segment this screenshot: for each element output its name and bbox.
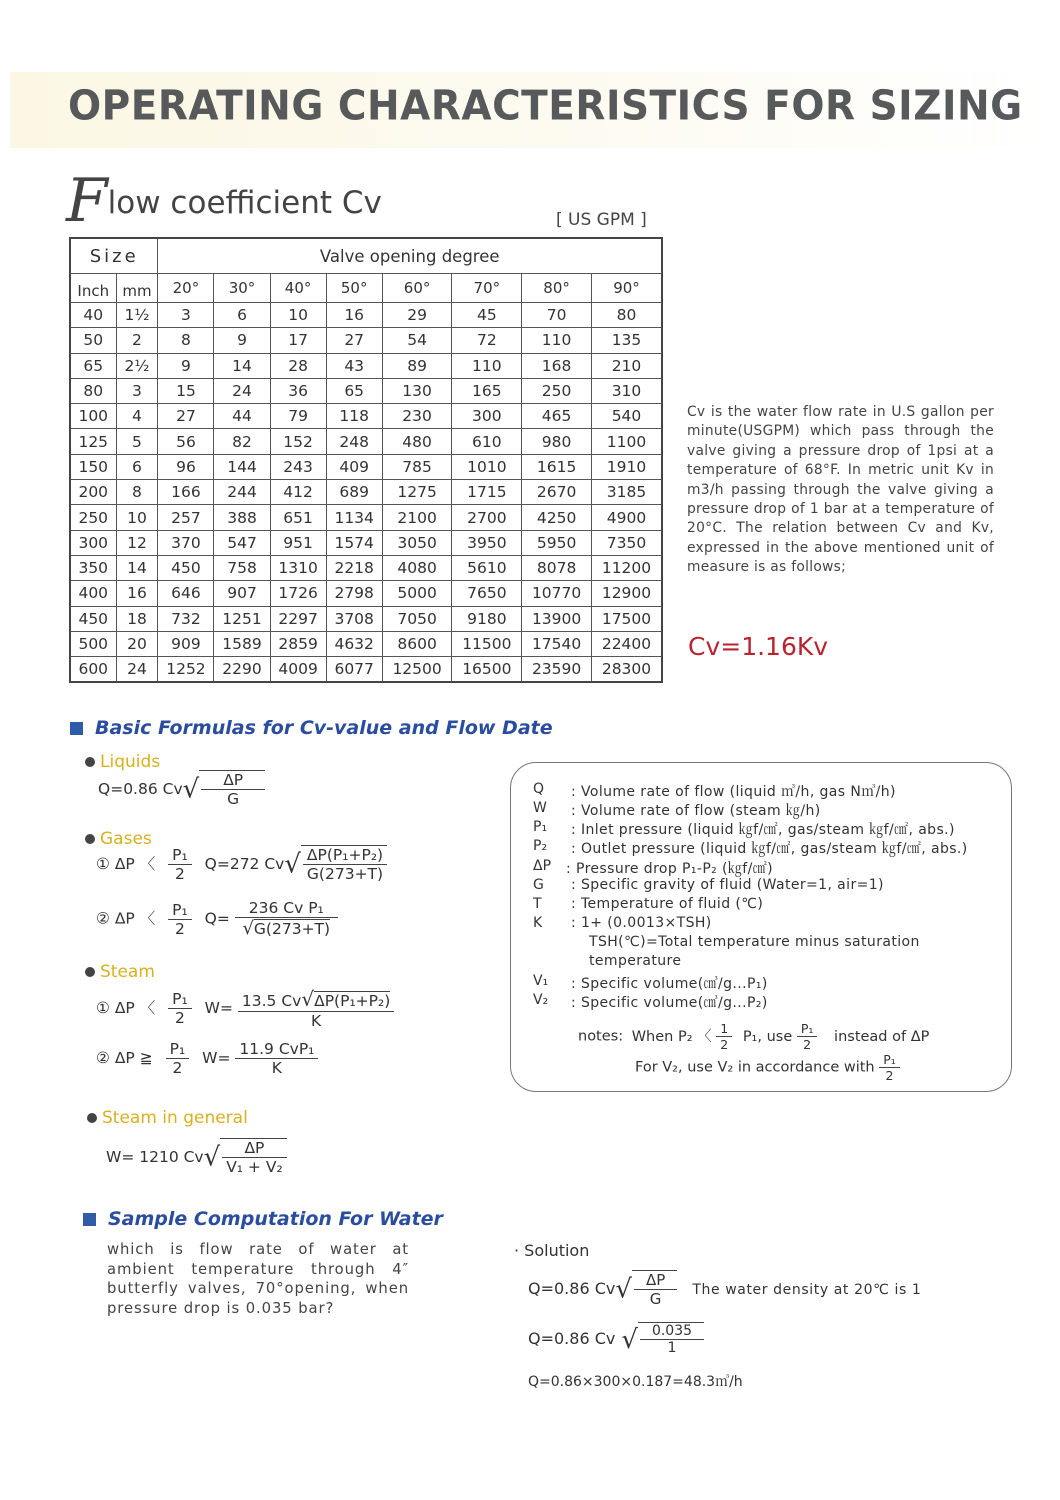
liquids-label — [85, 752, 160, 772]
degree-header: 80° — [522, 274, 592, 303]
cv-value-cell: 257 — [158, 505, 214, 530]
degree-header: 90° — [591, 274, 662, 303]
mm-cell: 6 — [116, 454, 158, 479]
table-row — [70, 530, 662, 555]
cv-value-cell: 56 — [158, 429, 214, 454]
gases-c1-rden: G(273+T) — [306, 865, 384, 883]
cv-value-cell: 5950 — [522, 530, 592, 555]
legend-description: TSH(℃)=Total temperature minus saturation — [589, 934, 920, 950]
cv-value-cell: 1251 — [214, 606, 270, 631]
cv-value-cell: 1910 — [591, 454, 662, 479]
mm-cell: 20 — [116, 631, 158, 656]
mm-cell: 12 — [116, 530, 158, 555]
mm-cell: 16 — [116, 581, 158, 606]
cv-value-cell: 1100 — [591, 429, 662, 454]
cv-value-cell: 244 — [214, 480, 270, 505]
mm-cell: 2½ — [116, 353, 158, 378]
cv-value-cell: 980 — [522, 429, 592, 454]
cv-value-cell: 17 — [270, 328, 326, 353]
cv-value-cell: 168 — [522, 353, 592, 378]
legend-description: : Pressure drop P₁-P₂ (㎏f/㎠) — [566, 861, 774, 877]
mm-cell: 2 — [116, 328, 158, 353]
s2-den: 1 — [667, 1340, 677, 1356]
gases-c1-rnum: ΔP(P₁+P₂) — [303, 846, 387, 865]
cv-value-cell: 7350 — [591, 530, 662, 555]
cv-value-cell: 540 — [591, 404, 662, 429]
cv-value-cell: 8 — [158, 328, 214, 353]
steam-c2-prefix: ② ΔP ≧ — [96, 1049, 153, 1067]
liquids-lhs: Q=0.86 Cv — [98, 780, 183, 798]
legend-symbol: T — [533, 896, 542, 912]
steam-label — [85, 962, 155, 982]
degree-header: 20° — [158, 274, 214, 303]
cv-value-cell: 12500 — [382, 657, 452, 683]
steam-c2-rnum: 11.9 CvP₁ — [235, 1040, 318, 1059]
cv-value-cell: 7650 — [452, 581, 522, 606]
cv-value-cell: 10 — [270, 303, 326, 328]
inch-cell: 80 — [70, 378, 116, 403]
note1-den: 2 — [720, 1037, 729, 1052]
mm-cell: 24 — [116, 657, 158, 683]
legend-symbol: ΔP — [533, 858, 552, 874]
table-row — [70, 404, 662, 429]
cv-value-cell: 370 — [158, 530, 214, 555]
cv-value-cell: 70 — [522, 303, 592, 328]
subtitle-initial: F — [66, 166, 108, 236]
mm-cell: 4 — [116, 404, 158, 429]
table-row — [70, 631, 662, 656]
s1-den: G — [649, 1290, 662, 1308]
cv-value-cell: 6077 — [326, 657, 382, 683]
formulas-heading — [70, 717, 553, 739]
inch-cell: 300 — [70, 530, 116, 555]
s2-num: 0.035 — [640, 1323, 704, 1340]
cv-value-cell: 43 — [326, 353, 382, 378]
gases-c2-prefix: ② ΔP 〈 — [96, 909, 156, 928]
cv-value-cell: 4900 — [591, 505, 662, 530]
degree-header: 60° — [382, 274, 452, 303]
cv-value-cell: 465 — [522, 404, 592, 429]
cv-value-cell: 9 — [214, 328, 270, 353]
cv-value-cell: 450 — [158, 555, 214, 580]
opening-header: Valve opening degree — [158, 238, 662, 274]
cv-value-cell: 118 — [326, 404, 382, 429]
steam-general-formula: W= 1210 Cv√ $\frac{\Delta P}{\text{V₁ + V₂}}$ — [106, 1138, 287, 1176]
notes-label: notes: — [578, 1028, 624, 1045]
cv-value-cell: 1574 — [326, 530, 382, 555]
table-row — [70, 581, 662, 606]
steam-c1-prefix: ① ΔP 〈 — [96, 999, 156, 1017]
cv-value-cell: 651 — [270, 505, 326, 530]
mm-cell: 5 — [116, 429, 158, 454]
sample-question: which is flow rate of water at ambient temperature through 4″ butterfly valves, 70°opening, when pressure drop is 0.035 bar? — [107, 1241, 409, 1318]
gases-c1-den: 2 — [174, 865, 185, 883]
gases-c2-den: 2 — [174, 919, 185, 938]
sample-heading — [83, 1208, 443, 1230]
cv-value-cell: 13900 — [522, 606, 592, 631]
inch-header: Inch — [70, 274, 116, 303]
cv-value-cell: 4632 — [326, 631, 382, 656]
cv-value-cell: 646 — [158, 581, 214, 606]
degree-header: 70° — [452, 274, 522, 303]
cv-value-cell: 72 — [452, 328, 522, 353]
cv-value-cell: 1715 — [452, 480, 522, 505]
steam-general-lhs: W= 1210 Cv — [106, 1148, 204, 1166]
table-row — [70, 328, 662, 353]
cv-value-cell: 243 — [270, 454, 326, 479]
steam-c1-rnum-a: 13.5 Cv — [241, 992, 302, 1010]
cv-value-cell: 409 — [326, 454, 382, 479]
cv-value-cell: 16500 — [452, 657, 522, 683]
cv-value-cell: 2798 — [326, 581, 382, 606]
steam-c2-num: P₁ — [166, 1040, 190, 1059]
cv-value-cell: 135 — [591, 328, 662, 353]
cv-value-cell: 1010 — [452, 454, 522, 479]
gases-formula-2 — [96, 899, 338, 939]
steam-c1-num: P₁ — [168, 990, 192, 1009]
cv-value-cell: 3 — [158, 303, 214, 328]
cv-value-cell: 27 — [326, 328, 382, 353]
steam-c1-rnum: 13.5 Cv√ΔP(P₁+P₂) — [238, 987, 394, 1012]
cv-value-cell: 248 — [326, 429, 382, 454]
square-bullet-icon — [70, 722, 83, 735]
cv-value-cell: 2297 — [270, 606, 326, 631]
unit-label: [ US GPM ] — [556, 210, 647, 230]
size-header: Size — [70, 238, 158, 274]
gases-c2-lhs: Q= — [204, 909, 230, 928]
gases-c2-num: P₁ — [168, 901, 192, 920]
cv-value-cell: 110 — [452, 353, 522, 378]
legend-description: : 1+ (0.0013×TSH) — [571, 915, 712, 931]
subtitle-text: low coefficient Cv — [107, 185, 382, 221]
cv-value-cell: 1615 — [522, 454, 592, 479]
table-row — [70, 378, 662, 403]
mm-cell: 18 — [116, 606, 158, 631]
legend-description: : Volume rate of flow (liquid ㎥/h, gas N㎥/h) — [571, 784, 896, 800]
cv-value-cell: 2670 — [522, 480, 592, 505]
steam-c1-rden: K — [310, 1012, 322, 1030]
cv-value-cell: 3050 — [382, 530, 452, 555]
legend-symbol: V₁ — [533, 973, 549, 989]
degree-header: 30° — [214, 274, 270, 303]
steam-c2-den: 2 — [172, 1059, 183, 1077]
cv-value-cell: 785 — [382, 454, 452, 479]
note1-num: 1 — [716, 1021, 732, 1037]
cv-value-cell: 14 — [214, 353, 270, 378]
square-bullet-icon — [83, 1213, 96, 1226]
solution-step-1: Q=0.86 Cv√ $\frac{\Delta P}{G}$ The water density at 20℃ is 1 — [528, 1271, 922, 1308]
cv-value-cell: 28300 — [591, 657, 662, 683]
cv-value-cell: 65 — [326, 378, 382, 403]
cv-table — [69, 237, 663, 683]
cv-value-cell: 8078 — [522, 555, 592, 580]
table-row — [70, 505, 662, 530]
sample-heading-text: Sample Computation For Water — [108, 1208, 443, 1230]
steam-formula-2 — [96, 1040, 318, 1077]
gases-c1-lhs: Q=272 Cv — [204, 855, 285, 873]
steam-general-label-text: Steam in general — [102, 1108, 248, 1128]
cv-value-cell: 9 — [158, 353, 214, 378]
bullet-dot-icon — [85, 967, 95, 977]
steam-c1-lhs: W= — [204, 999, 233, 1017]
cv-value-cell: 3950 — [452, 530, 522, 555]
cv-value-cell: 165 — [452, 378, 522, 403]
degree-header: 50° — [326, 274, 382, 303]
cv-value-cell: 79 — [270, 404, 326, 429]
section-subtitle — [66, 158, 382, 236]
gases-c2-rden: G(273+T) — [253, 920, 331, 938]
legend-description: : Outlet pressure (liquid ㎏f/㎠, gas/steam ㎏f/㎠, abs.) — [571, 841, 968, 857]
cv-value-cell: 547 — [214, 530, 270, 555]
cv-value-cell: 36 — [270, 378, 326, 403]
cv-value-cell: 45 — [452, 303, 522, 328]
cv-value-cell: 28 — [270, 353, 326, 378]
cv-value-cell: 27 — [158, 404, 214, 429]
table-row — [70, 657, 662, 683]
inch-cell: 250 — [70, 505, 116, 530]
cv-value-cell: 16 — [326, 303, 382, 328]
legend-symbol: W — [533, 800, 547, 816]
cv-value-cell: 1134 — [326, 505, 382, 530]
cv-value-cell: 22400 — [591, 631, 662, 656]
table-row — [70, 606, 662, 631]
cv-value-cell: 4009 — [270, 657, 326, 683]
cv-value-cell: 732 — [158, 606, 214, 631]
cv-value-cell: 1252 — [158, 657, 214, 683]
solution-step-2: Q=0.86 Cv √ $\frac{0.035}{1}$ — [528, 1322, 704, 1356]
gases-c2-rnum: 236 Cv P₁ — [235, 899, 338, 918]
cv-value-cell: 388 — [214, 505, 270, 530]
table-row — [70, 303, 662, 328]
legend-note-1 — [578, 1021, 929, 1052]
cv-value-cell: 1589 — [214, 631, 270, 656]
cv-value-cell: 152 — [270, 429, 326, 454]
legend-symbol: K — [533, 915, 543, 931]
page-title: OPERATING CHARACTERISTICS FOR SIZING — [68, 82, 1023, 131]
cv-value-cell: 8600 — [382, 631, 452, 656]
legend-description: : Specific volume(㎤/g...P₂) — [571, 995, 768, 1011]
legend-symbol: V₂ — [533, 992, 549, 1008]
table-row — [70, 353, 662, 378]
cv-value-cell: 210 — [591, 353, 662, 378]
legend-symbol: G — [533, 877, 544, 893]
note2-a: For V₂, use V₂ in accordance with — [635, 1059, 875, 1076]
cv-value-cell: 23590 — [522, 657, 592, 683]
legend-symbol: Q — [533, 781, 545, 797]
legend-description: : Temperature of fluid (℃) — [571, 896, 764, 912]
cv-value-cell: 300 — [452, 404, 522, 429]
gases-c2-rden-wrap: √G(273+T) — [242, 918, 331, 939]
cv-value-cell: 44 — [214, 404, 270, 429]
bullet-dot-icon — [85, 834, 95, 844]
legend-description: : Volume rate of flow (steam ㎏/h) — [571, 803, 821, 819]
bullet-dot-icon — [85, 757, 95, 767]
note2-num: P₁ — [879, 1052, 900, 1068]
inch-cell: 200 — [70, 480, 116, 505]
inch-cell: 600 — [70, 657, 116, 683]
cv-value-cell: 480 — [382, 429, 452, 454]
cv-value-cell: 10770 — [522, 581, 592, 606]
table-row — [70, 480, 662, 505]
legend-description: temperature — [589, 953, 682, 969]
mm-cell: 8 — [116, 480, 158, 505]
legend-description: : Specific gravity of fluid (Water=1, air=1) — [571, 877, 884, 893]
steam-c2-lhs: W= — [202, 1049, 231, 1067]
cv-description: Cv is the water flow rate in U.S gallon per minute(USGPM) which pass through the valve giving a pressure drop of 1psi at a temperature of 68°F. In metric unit Kv in m3/h passing through the valve giving a pressure drop of 1 bar at a temperature of 20°C. The relation between Cv and Kv, expressed in the above mentioned unit of measure is as follows; — [687, 404, 994, 576]
s1-lhs: Q=0.86 Cv — [528, 1279, 616, 1298]
cv-value-cell: 689 — [326, 480, 382, 505]
cv-value-cell: 3708 — [326, 606, 382, 631]
steam-general-label — [87, 1108, 248, 1128]
cv-value-cell: 7050 — [382, 606, 452, 631]
s1-note: The water density at 20℃ is 1 — [692, 1282, 922, 1298]
cv-value-cell: 758 — [214, 555, 270, 580]
cv-value-cell: 11200 — [591, 555, 662, 580]
gases-label-text: Gases — [100, 829, 152, 849]
cv-value-cell: 6 — [214, 303, 270, 328]
note1-fnum: P₁ — [797, 1021, 818, 1037]
cv-value-cell: 24 — [214, 378, 270, 403]
cv-value-cell: 29 — [382, 303, 452, 328]
inch-cell: 450 — [70, 606, 116, 631]
note1-c: instead of ΔP — [834, 1028, 930, 1045]
cv-value-cell: 2700 — [452, 505, 522, 530]
cv-value-cell: 2100 — [382, 505, 452, 530]
cv-value-cell: 17540 — [522, 631, 592, 656]
solution-label: · Solution — [514, 1241, 590, 1260]
liquids-formula: Q=0.86 Cv√ $\frac{\Delta P}{G}$ — [98, 770, 265, 808]
degree-header: 40° — [270, 274, 326, 303]
cv-value-cell: 15 — [158, 378, 214, 403]
cv-value-cell: 110 — [522, 328, 592, 353]
inch-cell: 400 — [70, 581, 116, 606]
cv-value-cell: 5610 — [452, 555, 522, 580]
steam-general-den: V₁ + V₂ — [226, 1158, 283, 1176]
cv-value-cell: 907 — [214, 581, 270, 606]
cv-value-cell: 4250 — [522, 505, 592, 530]
inch-cell: 125 — [70, 429, 116, 454]
inch-cell: 500 — [70, 631, 116, 656]
cv-value-cell: 5000 — [382, 581, 452, 606]
cv-kv-relation: Cv=1.16Kv — [688, 632, 829, 661]
cv-value-cell: 166 — [158, 480, 214, 505]
inch-cell: 150 — [70, 454, 116, 479]
legend-note-2 — [635, 1052, 900, 1083]
gases-c1-num: P₁ — [168, 846, 192, 865]
s2-lhs: Q=0.86 Cv — [528, 1329, 616, 1348]
cv-value-cell: 1275 — [382, 480, 452, 505]
cv-value-cell: 412 — [270, 480, 326, 505]
cv-value-cell: 12900 — [591, 581, 662, 606]
gases-c1-prefix: ① ΔP 〈 — [96, 855, 156, 873]
cv-value-cell: 54 — [382, 328, 452, 353]
cv-value-cell: 130 — [382, 378, 452, 403]
cv-value-cell: 3185 — [591, 480, 662, 505]
table-row — [70, 555, 662, 580]
legend-description: : Specific volume(㎤/g...P₁) — [571, 976, 768, 992]
steam-label-text: Steam — [100, 962, 155, 982]
gases-formula-1: ① ΔP 〈 $\frac{\text{P₁}}{2}$ Q=272 Cv√ $\frac{\text{ΔP(P₁+P₂)}}{G(273+T)}$ — [96, 845, 387, 883]
s1-num: ΔP — [634, 1271, 677, 1290]
note1-b: P₁, use — [742, 1028, 793, 1045]
note1-a: When P₂ 〈 — [631, 1028, 712, 1045]
legend-description: : Inlet pressure (liquid ㎏f/㎠, gas/steam ㎏f/㎠, abs.) — [571, 822, 955, 838]
mm-cell: 14 — [116, 555, 158, 580]
cv-value-cell: 11500 — [452, 631, 522, 656]
mm-cell: 10 — [116, 505, 158, 530]
cv-value-cell: 230 — [382, 404, 452, 429]
cv-value-cell: 4080 — [382, 555, 452, 580]
cv-value-cell: 310 — [591, 378, 662, 403]
cv-value-cell: 9180 — [452, 606, 522, 631]
cv-value-cell: 17500 — [591, 606, 662, 631]
cv-value-cell: 144 — [214, 454, 270, 479]
solution-step-3: Q=0.86×300×0.187=48.3㎥/h — [528, 1374, 743, 1390]
liquids-den: G — [227, 790, 240, 808]
note1-fden: 2 — [803, 1037, 812, 1052]
inch-cell: 50 — [70, 328, 116, 353]
table-row — [70, 429, 662, 454]
inch-cell: 100 — [70, 404, 116, 429]
cv-value-cell: 1310 — [270, 555, 326, 580]
cv-value-cell: 1726 — [270, 581, 326, 606]
cv-value-cell: 2290 — [214, 657, 270, 683]
cv-value-cell: 909 — [158, 631, 214, 656]
cv-value-cell: 610 — [452, 429, 522, 454]
cv-value-cell: 82 — [214, 429, 270, 454]
table-row — [70, 454, 662, 479]
formulas-heading-text: Basic Formulas for Cv-value and Flow Date — [95, 717, 553, 739]
mm-cell: 3 — [116, 378, 158, 403]
inch-cell: 350 — [70, 555, 116, 580]
steam-formula-1 — [96, 987, 394, 1030]
cv-value-cell: 96 — [158, 454, 214, 479]
cv-value-cell: 951 — [270, 530, 326, 555]
cv-value-cell: 2859 — [270, 631, 326, 656]
cv-value-cell: 89 — [382, 353, 452, 378]
liquids-num: ΔP — [201, 771, 265, 790]
steam-c1-rnum-b: ΔP(P₁+P₂) — [314, 992, 391, 1010]
bullet-dot-icon — [87, 1113, 97, 1123]
cv-value-cell: 2218 — [326, 555, 382, 580]
mm-cell: 1½ — [116, 303, 158, 328]
legend-symbol: P₁ — [533, 819, 548, 835]
inch-cell: 40 — [70, 303, 116, 328]
steam-c2-rden: K — [271, 1059, 282, 1077]
cv-value-cell: 250 — [522, 378, 592, 403]
cv-value-cell: 80 — [591, 303, 662, 328]
liquids-label-text: Liquids — [100, 752, 161, 772]
note2-den: 2 — [885, 1068, 894, 1083]
steam-general-num: ΔP — [222, 1139, 286, 1158]
inch-cell: 65 — [70, 353, 116, 378]
mm-header: mm — [116, 274, 158, 303]
steam-c1-den: 2 — [174, 1009, 185, 1027]
legend-symbol: P₂ — [533, 838, 548, 854]
